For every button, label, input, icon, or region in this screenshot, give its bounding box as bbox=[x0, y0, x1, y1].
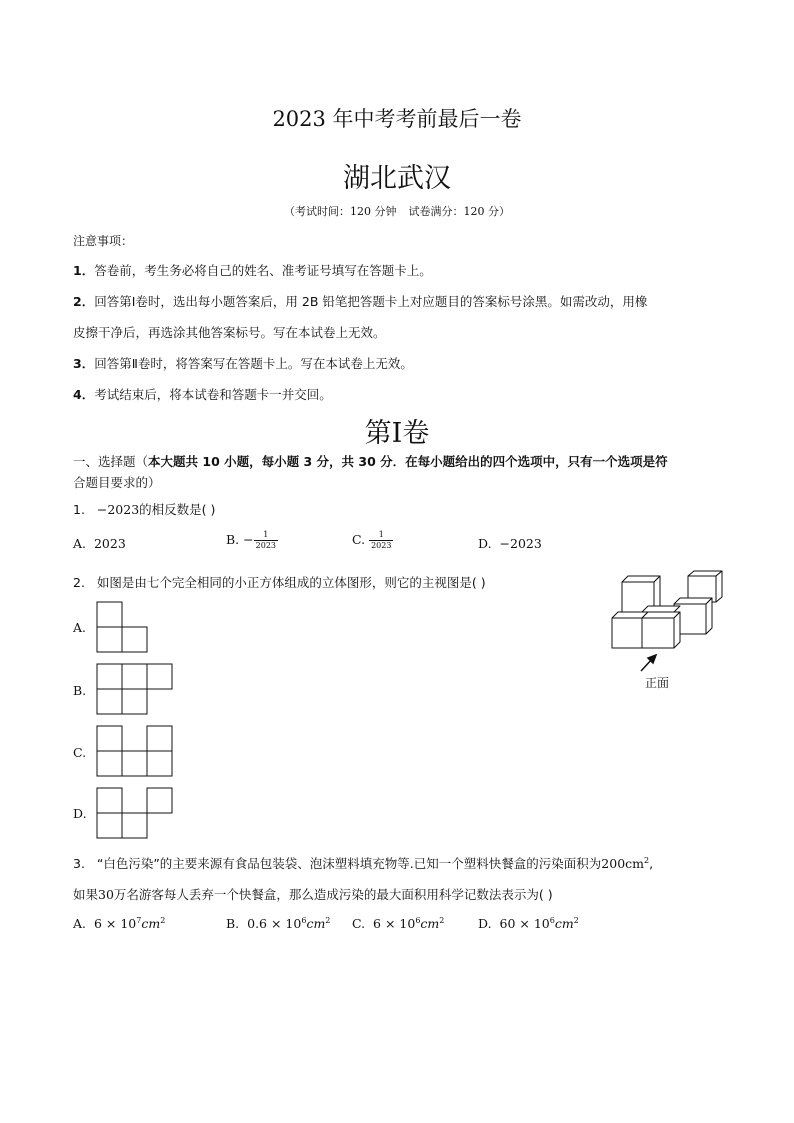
question-text: 的相反数是( ) bbox=[139, 502, 216, 517]
q3-option-a bbox=[73, 916, 165, 931]
exponent: 2 bbox=[573, 916, 579, 925]
option-label: D. bbox=[478, 916, 492, 932]
option-label: B. bbox=[226, 532, 240, 547]
option-value: −2023 bbox=[499, 536, 542, 551]
option-coef: 0.6 × 10 bbox=[247, 916, 302, 932]
q2-option-c-label: C. bbox=[73, 745, 87, 760]
fraction-denominator: 2023 bbox=[371, 541, 392, 550]
q1-option-b bbox=[226, 530, 278, 551]
q2-option-d-figure bbox=[96, 787, 174, 839]
option-label: B. bbox=[226, 916, 240, 932]
exam-title: 2023 年中考考前最后一卷 bbox=[272, 107, 522, 131]
exam-info bbox=[0, 203, 794, 219]
question-text: “白色污染”的主要来源有食品包装袋、泡沫塑料填充物等.已知一个塑料快餐盒的污染面积为 bbox=[96, 856, 602, 871]
section-heading bbox=[73, 452, 668, 470]
q2-option-d-label: D. bbox=[73, 806, 87, 821]
notes-heading: 注意事项： bbox=[73, 234, 134, 248]
note-number: 4． bbox=[73, 387, 95, 402]
q2-option-a-label: A. bbox=[73, 620, 87, 635]
section-heading-line2: 合题目要求的） bbox=[73, 475, 161, 490]
note-text: 皮擦干净后，再选涂其他答案标号。写在本试卷上无效。 bbox=[73, 325, 386, 340]
question-number: 3. bbox=[73, 856, 85, 871]
option-label: D. bbox=[478, 536, 492, 551]
note-text: 答卷前，考生务必将自己的姓名、准考证号填写在答题卡上。 bbox=[94, 263, 432, 278]
option-label: A. bbox=[73, 536, 87, 551]
question-text: 如果 bbox=[73, 887, 99, 902]
option-coef: 6 × 10 bbox=[373, 916, 416, 932]
option-coef: 60 × 10 bbox=[499, 916, 550, 932]
question-math: 200cm bbox=[601, 856, 645, 871]
question-text: 如图是由七个完全相同的小正方体组成的立体图形，则它的主视图是( ) bbox=[96, 575, 486, 590]
option-exp: 6 bbox=[549, 916, 555, 925]
q2-option-c-figure bbox=[96, 725, 174, 777]
option-unit: cm bbox=[554, 916, 574, 932]
q1-option-d bbox=[478, 536, 542, 551]
option-value: 2023 bbox=[93, 536, 126, 551]
fraction-numerator: 1 bbox=[254, 530, 278, 541]
q1-option-a bbox=[73, 536, 126, 551]
question-2-stem bbox=[73, 573, 486, 591]
exponent: 2 bbox=[160, 916, 166, 925]
q2-option-b-label: B. bbox=[73, 683, 87, 698]
note-item bbox=[73, 385, 332, 403]
question-3-line2 bbox=[73, 885, 553, 903]
note-item bbox=[73, 354, 413, 372]
q3-option-b bbox=[226, 916, 330, 931]
question-1-stem bbox=[73, 500, 215, 518]
option-exp: 6 bbox=[415, 916, 421, 925]
question-math: 30 bbox=[98, 887, 114, 902]
note-number: 3． bbox=[73, 356, 95, 371]
q3-option-d bbox=[478, 916, 579, 931]
note-text: 回答第Ⅰ卷时，选出每小题答案后，用 2B 铅笔把答题卡上对应题目的答案标号涂黑。如需改动，用橡 bbox=[94, 294, 648, 309]
option-exp: 7 bbox=[136, 916, 142, 925]
option-unit: cm bbox=[306, 916, 326, 932]
note-item bbox=[73, 323, 386, 341]
exam-region: 湖北武汉 bbox=[343, 163, 451, 194]
option-coef: 6 × 10 bbox=[93, 916, 137, 932]
option-sign: − bbox=[243, 532, 254, 547]
fraction-numerator: 1 bbox=[369, 530, 393, 541]
option-label: A. bbox=[73, 916, 87, 932]
front-view-arrow-icon bbox=[638, 654, 660, 674]
note-text: 回答第Ⅱ卷时，将答案写在答题卡上。写在本试卷上无效。 bbox=[94, 356, 413, 371]
exponent: 2 bbox=[644, 855, 650, 865]
question-number: 1. bbox=[73, 502, 85, 517]
exponent: 2 bbox=[439, 916, 445, 925]
volume-title: 第Ⅰ卷 bbox=[364, 418, 430, 449]
q1-option-c bbox=[352, 530, 393, 551]
note-number: 1． bbox=[73, 263, 95, 278]
fraction-denominator: 2023 bbox=[255, 541, 276, 550]
question-number: 2. bbox=[73, 575, 85, 590]
q2-option-b-figure bbox=[96, 663, 174, 715]
option-label: C. bbox=[352, 532, 366, 547]
section-prefix: 一、选择题（ bbox=[73, 454, 149, 469]
fraction bbox=[254, 530, 278, 551]
exam-time: （考试时间：120 分钟 bbox=[284, 205, 397, 218]
question-text: 万名游客每人丢弃一个快餐盒，那么造成污染的最大面积用科学记数法表示为( ) bbox=[113, 887, 553, 902]
note-item bbox=[73, 292, 647, 310]
note-number: 2． bbox=[73, 294, 95, 309]
note-text: 考试结束后，将本试卷和答题卡一并交回。 bbox=[94, 387, 332, 402]
full-score: 试卷满分：120 分） bbox=[408, 205, 510, 218]
option-label: C. bbox=[352, 916, 366, 932]
option-unit: cm bbox=[141, 916, 161, 932]
q2-option-a-figure bbox=[96, 601, 150, 653]
question-3-line1: 3. “白色污染”的主要来源有食品包装袋、泡沫塑料填充物等.已知一个塑料快餐盒的污染面积为$200cm^2$, bbox=[73, 855, 654, 871]
front-view-label: 正面 bbox=[645, 676, 670, 690]
section-rules: 本大题共 10 小题，每小题 3 分，共 30 分．在每小题给出的四个选项中，只有一个选项是符 bbox=[148, 454, 668, 469]
question-math: −2023 bbox=[96, 502, 140, 517]
option-unit: cm bbox=[420, 916, 440, 932]
note-item bbox=[73, 261, 432, 279]
fraction bbox=[369, 530, 393, 551]
q2-solid-figure bbox=[606, 570, 726, 652]
q3-option-c bbox=[352, 916, 444, 931]
option-exp: 6 bbox=[301, 916, 307, 925]
exponent: 2 bbox=[325, 916, 331, 925]
